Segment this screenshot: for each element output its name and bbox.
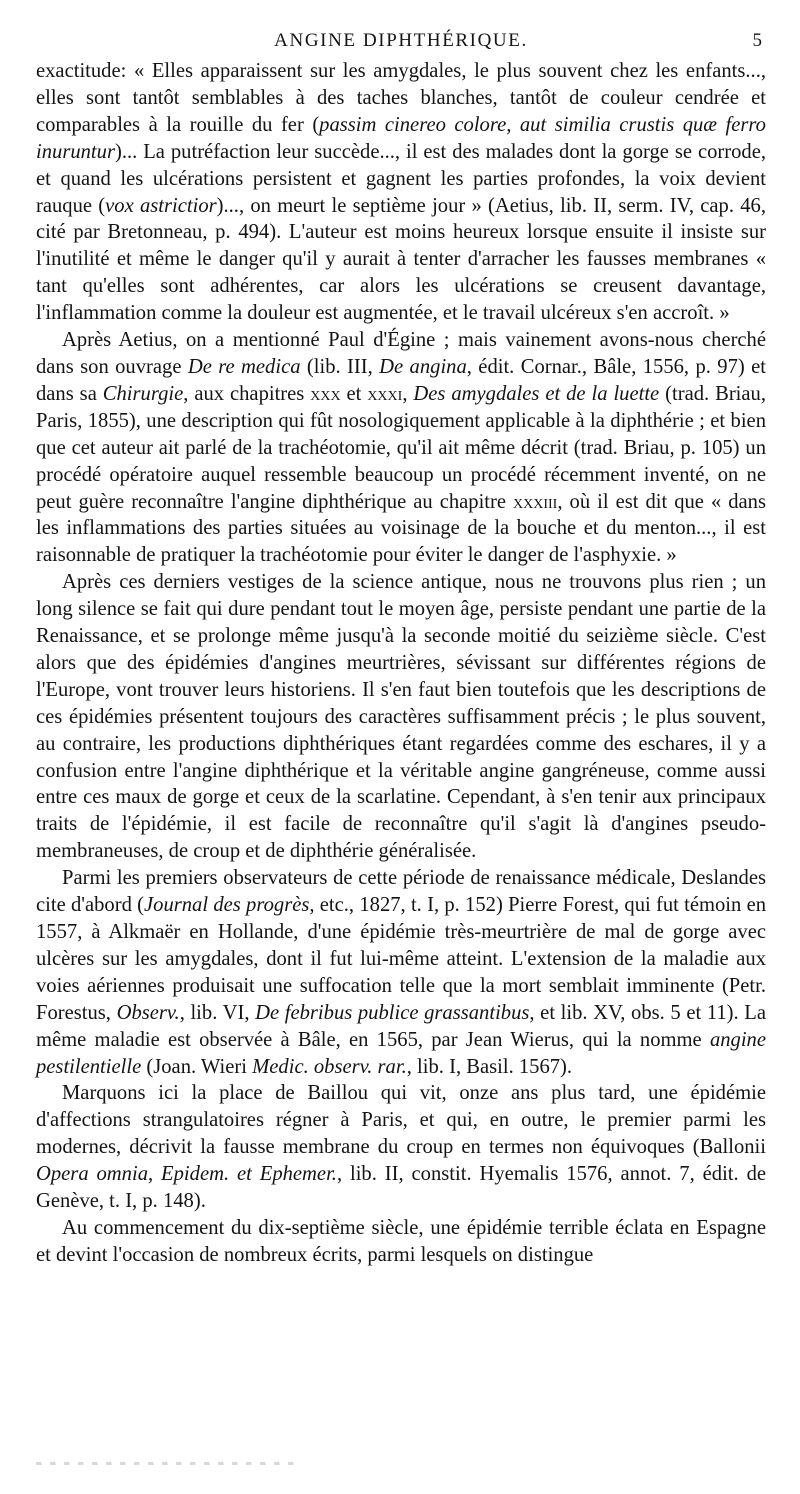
italic-run: De re medica [187,355,301,378]
text-run: )..., on meurt le septième jour » (Aetius, lib. II, serm. IV, cap. 46, cité par Bretonneau, p. 494). L'auteur est moins heureux lorsque ensuite il insiste sur l'inutilité et même le danger qu'il y aurait à tenter d'arracher les fausses membranes « tant qu'elles sont adhérentes, car alors les ulcérations se creusent davantage, l'inflammation comme la douleur est augmentée, et le travail ulcéreux s'en accroît. » [36,194,766,325]
paragraph [36,1080,766,1215]
small-caps-run: xxxi [367,382,403,405]
paragraph [36,1215,766,1269]
italic-run: Epidem. et Ephemer. [161,1163,337,1186]
text-run: Au commencement du dix-septième siècle, une épidémie terrible éclata en Espagne et devint l'occasion de nombreux écrits, parmi lesquels on distingue [36,1216,766,1266]
italic-run: Des amygdales et de la luette [413,382,660,405]
text-run: , édit. Cornar., Bâle, 1556, p. 97) et dans sa [36,355,766,405]
italic-run: passim cinereo colore, aut similia crustis quæ ferro inuruntur [36,113,766,163]
running-title: ANGINE DIPHTHÉRIQUE. [274,30,528,51]
text-run: , [402,382,414,405]
paragraph [36,327,766,569]
text-run: (Joan. Wieri [141,1055,253,1078]
paragraph [36,865,766,1080]
small-caps-run: xxxiii [513,490,558,513]
paragraph [36,58,766,327]
italic-run: vox astrictior [105,194,217,217]
text-run: , lib. VI, [179,1001,256,1024]
text-run: et [340,382,368,405]
italic-run: Journal des progrès [144,894,310,917]
book-page [36,26,766,1269]
text-run: Marquons ici la place de Baillou qui vit, onze ans plus tard, une épidémie d'affections strangulatoires régner à Paris, et qui, en outre, le premier parmi les modernes, décrivit la fausse membrane du croup en termes non équivoques (Ballonii [36,1082,766,1159]
text-run: , lib. II, constit. Hyemalis 1576, annot. 7, édit. de Genève, t. I, p. 148). [36,1163,767,1213]
small-caps-run: xxx [310,382,341,405]
paragraph [36,569,766,865]
text-run: (trad. Briau, Paris, 1855), une description qui fût nosologiquement applicable à la diphthérie ; et bien que cet auteur ait parlé de la trachéotomie, qu'il ait même décrit (trad. Briau, p. 105) un procédé opératoire auquel ressemble beaucoup un procédé récemment inventé, on ne peut guère reconnaître l'angine diphthérique au chapitre [36,382,766,513]
italic-run: Opera omnia [36,1163,148,1186]
text-run: )... La putréfaction leur succède..., il est des malades dont la gorge se corrode, et quand les ulcérations persistent et gagnent les parties profondes, la voix devient rauque ( [36,140,766,217]
body-text [36,58,766,1269]
text-run: Parmi les premiers observateurs de cette période de renaissance médicale, Deslandes cite d'abord ( [36,867,766,917]
text-run: , où il est dit que « dans les inflammations des parties situées au voisinage de la bouche et du menton..., il est raisonnable de pratiquer la trachéotomie pour éviter le danger de l'asphyxie. » [36,490,766,567]
italic-run: Medic. observ. rar. [252,1055,407,1078]
text-run: (lib. III, [300,355,380,378]
text-run: , aux chapitres [183,382,311,405]
text-run: Après ces derniers vestiges de la science antique, nous ne trouvons plus rien ; un long silence se fait qui dure pendant tout le moyen âge, persiste pendant une partie de la Renaissance, et se prolonge même jusqu'à la seconde moitié du seizième siècle. C'est alors que des épidémies d'angines meurtrières, sévissant sur différentes régions de l'Europe, vont trouver leurs historiens. Il s'en faut bien toutefois que les descriptions de ces épidémies présentent toujours des caractères suffisamment précis ; le plus souvent, au contraire, les productions diphthériques étant regardées comme des eschares, il y a confusion entre l'angine diphthérique et la véritable angine gangréneuse, comme aussi entre ces maux de gorge et ceux de la scarlatine. Cependant, à s'en tenir aux principaux traits de l'épidémie, il est facile de reconnaître qu'il s'agit là d'angines pseudo-membraneuses, de croup et de diphthérie généralisée. [36,571,766,863]
text-run: , lib. I, Basil. 1567). [406,1055,573,1078]
italic-run: Chirurgie [102,382,184,405]
italic-run: Observ. [116,1001,180,1024]
running-head [36,26,766,58]
footer-smudge [36,1462,296,1465]
italic-run: De febribus publice grassantibus [255,1001,530,1024]
text-run: , et lib. XV, obs. 5 et 11). La même maladie est observée à Bâle, en 1565, par Jean Wierus, qui la nomme [36,1001,767,1051]
text-run: Après Aetius, on a mentionné Paul d'Égine ; mais vainement avons-nous cherché dans son ouvrage [36,329,766,378]
text-run: , etc., 1827, t. I, p. 152) Pierre Forest, qui fut témoin en 1557, à Alkmaër en Hollande, d'une épidémie très-meurtrière de mal de gorge avec ulcères sur les amygdales, dont il fut lui-même atteint. L'extension de la maladie aux voies aériennes produisait une suffocation telle que la mort semblait imminente (Petr. Forestus, [36,894,767,1024]
italic-run: De angina [379,355,467,378]
text-run: , [148,1163,162,1186]
text-run: exactitude: « Elles apparaissent sur les amygdales, le plus souvent chez les enfants..., elles sont tantôt semblables à des taches blanches, tantôt de couleur cendrée et comparables à la rouille du fer ( [36,60,766,136]
italic-run: angine pestilentielle [36,1028,766,1078]
page-number: 5 [752,30,762,51]
